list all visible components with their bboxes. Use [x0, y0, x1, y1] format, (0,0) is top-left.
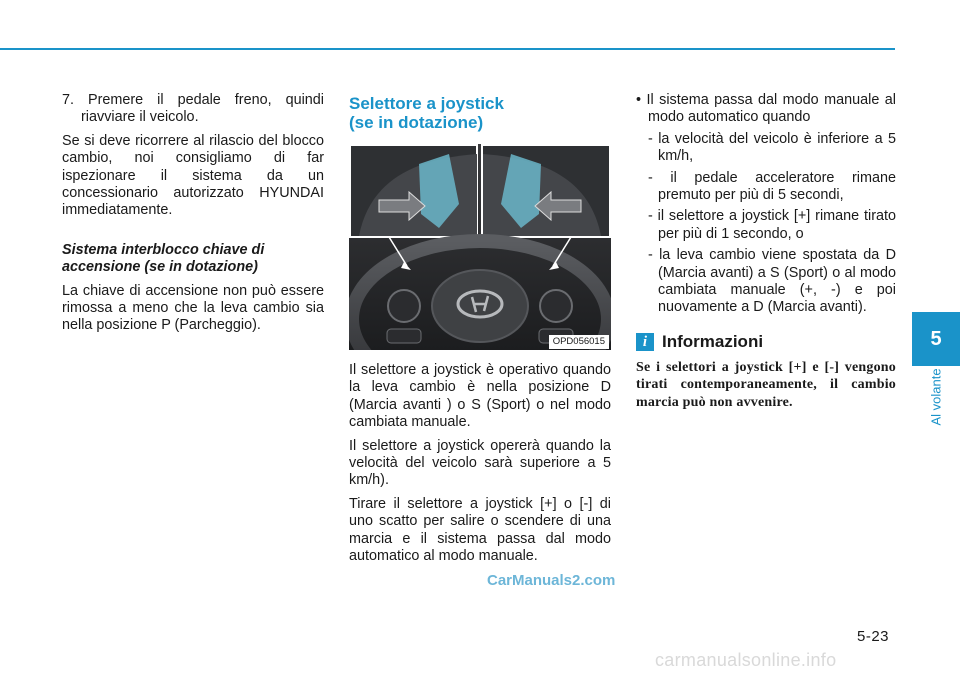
- release-advice-paragraph: Se si deve ricorrere al rilascio del blocco cambio, noi consigliamo di far ispezionare il sistema da un concessionario autorizzato HYUNDAI immediatamente.: [62, 132, 324, 219]
- info-text: Se i selettori a joystick [+] e [-] vengono tirati contemporaneamente, il cambio marcia può non avvenire.: [636, 359, 896, 410]
- paddle-shifter-figure: [349, 144, 611, 350]
- page-number: 5-23: [857, 628, 890, 645]
- condition-lever-moved: - la leva cambio viene spostata da D (Marcia avanti) a S (Sport) o al modo cambiata manuale (+, -) e poi nuovamente a D (Marcia avanti).: [648, 247, 896, 316]
- key-interlock-paragraph: La chiave di accensione non può essere rimossa a meno che la leva cambio sia nella posizione P (Parcheggio).: [62, 282, 324, 334]
- left-column: [62, 92, 324, 341]
- condition-joystick-held: - il selettore a joystick [+] rimane tirato per più di 1 secondo, o: [648, 208, 896, 242]
- info-header: [636, 333, 896, 351]
- condition-accelerator: - il pedale acceleratore rimane premuto per più di 5 secondi,: [648, 169, 896, 204]
- step-7: 7. Premere il pedale freno, quindi riavviare il veicolo.: [62, 92, 324, 126]
- info-title: Informazioni: [662, 332, 764, 352]
- right-column: [636, 92, 896, 417]
- joystick-speed-paragraph: Il selettore a joystick opererà quando la velocità del veicolo sarà superiore a 5 km/h).: [349, 437, 611, 489]
- section-title: Selettore a joystick (se in dotazione): [349, 94, 504, 132]
- info-icon: i: [636, 333, 654, 351]
- key-interlock-heading: Sistema interblocco chiave di accensione (se in dotazione): [62, 241, 265, 276]
- joystick-operation-paragraph: Il selettore a joystick è operativo quando la leva cambio è nella posizione D (Marcia avanti ) o S (Sport) o nel modo cambiata manuale.: [349, 362, 611, 431]
- middle-column: [349, 92, 611, 571]
- steering-wheel-illustration: [349, 144, 611, 350]
- watermark-carmanuals2: CarManuals2.com: [487, 572, 616, 589]
- chapter-label: Al volante: [928, 368, 944, 426]
- joystick-usage-paragraph: Tirare il selettore a joystick [+] o [-] di uno scatto per salire o scendere di una marcia e il sistema passa dal modo automatico al modo manuale.: [349, 495, 611, 565]
- condition-speed: - la velocità del veicolo è inferiore a 5 km/h,: [648, 130, 896, 165]
- figure-caption: OPD056015: [549, 335, 609, 349]
- chapter-number-tab: 5: [912, 312, 960, 366]
- mode-switch-bullet: • Il sistema passa dal modo manuale al modo automatico quando: [636, 92, 896, 126]
- watermark-carmanualsonline: carmanualsonline.info: [655, 650, 837, 670]
- header-rule: [0, 48, 895, 50]
